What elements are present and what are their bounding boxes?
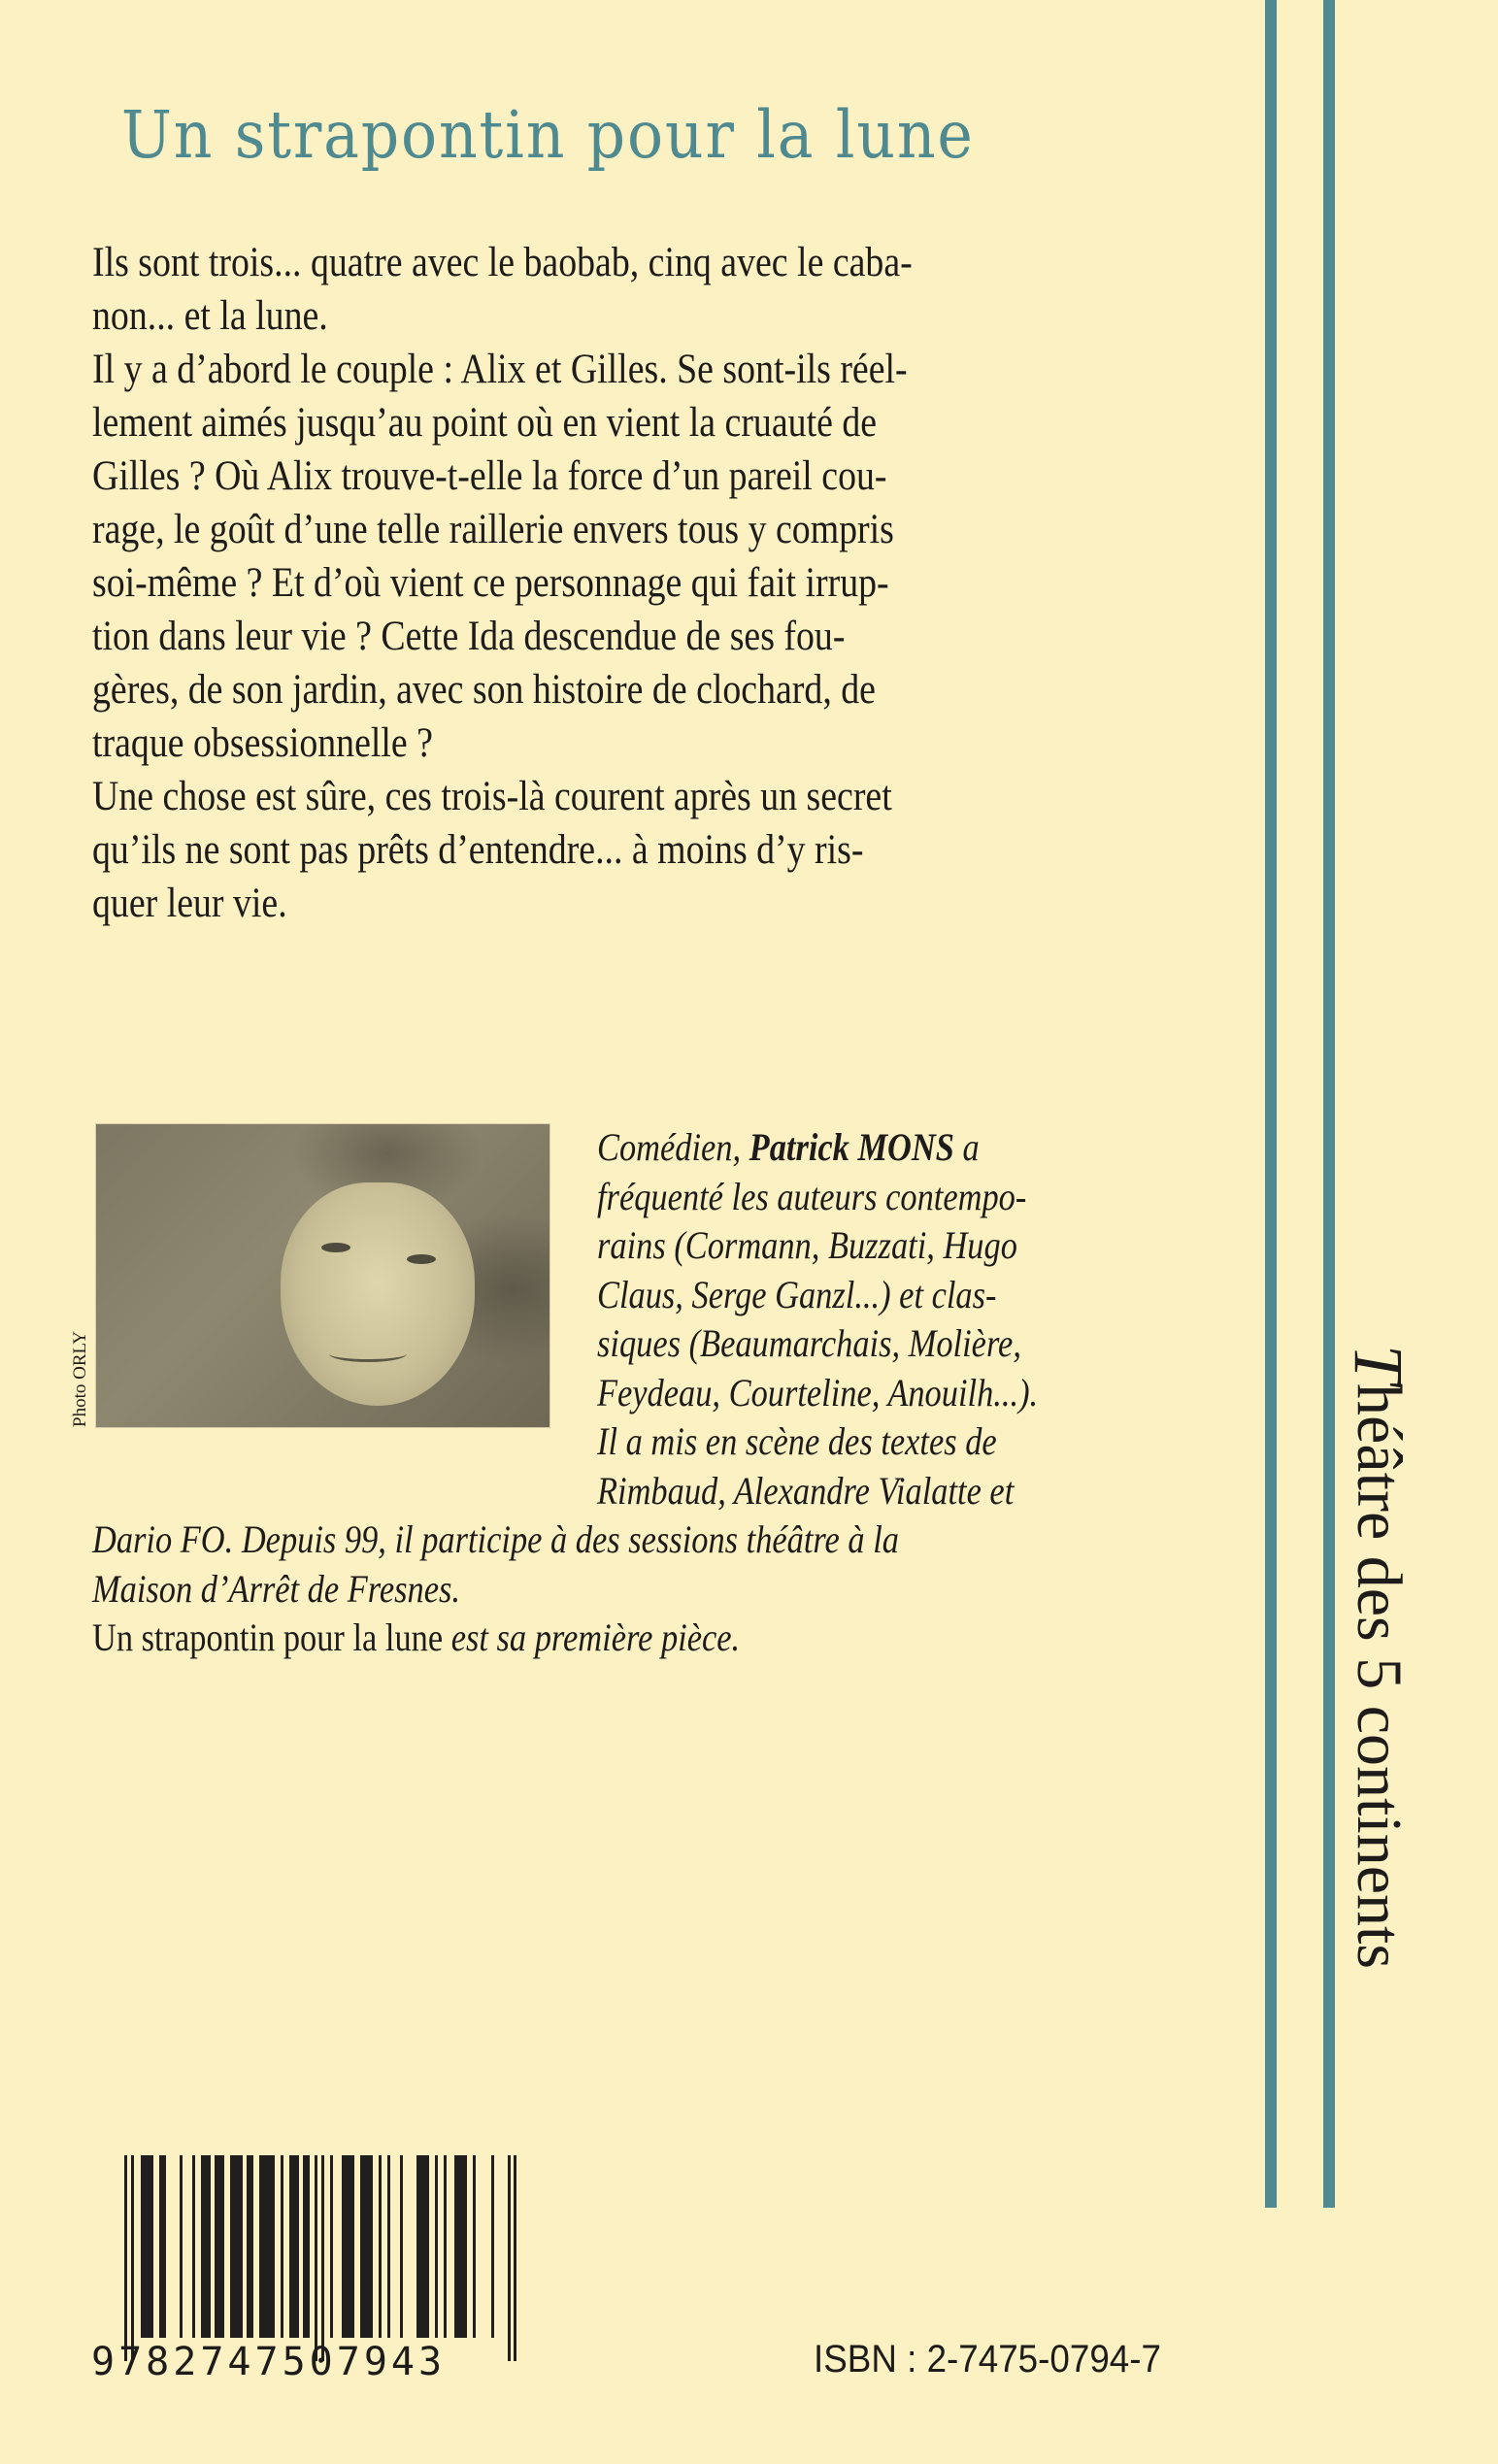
barcode-digits: 9782747507943 [91, 2340, 447, 2384]
barcode-bar [180, 2155, 183, 2338]
spine-rule-right [1323, 0, 1335, 2208]
blurb-line: Gilles ? Où Alix trouve-t-elle la force d’un pareil cou- [92, 453, 887, 499]
barcode-bar [400, 2155, 403, 2338]
bio-line: rains (Cormann, Buzzati, Hugo [597, 1223, 1017, 1267]
barcode-bar [259, 2155, 275, 2338]
blurb-line: Il y a d’abord le couple : Alix et Gilles. Se sont-ils réel- [92, 347, 908, 392]
blurb-line: rage, le goût d’une telle raillerie envers tous y compris [92, 507, 894, 552]
barcode [124, 2155, 513, 2361]
barcode-bar [473, 2155, 476, 2338]
barcode-bar [124, 2155, 127, 2361]
barcode-bar [192, 2155, 195, 2338]
blurb-line: traque obsessionnelle ? [92, 720, 433, 766]
barcode-bar [215, 2155, 224, 2338]
bio-line: fréquenté les auteurs contempo- [597, 1174, 1027, 1218]
blurb-line: lement aimés jusqu’au point où en vient la cruauté de [92, 400, 878, 446]
bio-line: Dario FO. Depuis 99, il participe à des sessions théâtre à la [92, 1517, 899, 1561]
barcode-bar [321, 2155, 324, 2361]
barcode-bar [508, 2155, 511, 2361]
barcode-bar [342, 2155, 354, 2338]
bio-line: Feydeau, Courteline, Anouilh...). [597, 1370, 1039, 1415]
bio-line: Rimbaud, Alexandre Vialatte et [597, 1468, 1015, 1513]
bio-line: Claus, Serge Ganzl...) et clas- [597, 1272, 997, 1316]
barcode-bar [360, 2155, 373, 2338]
barcode-bar [131, 2155, 134, 2361]
barcode-bar [435, 2155, 438, 2338]
photo-credit: Photo ORLY [70, 1331, 90, 1427]
blurb-line: Une chose est sûre, ces trois-là courent après un secret [92, 774, 892, 819]
blurb-line: tion dans leur vie ? Cette Ida descendue de ses fou- [92, 614, 846, 659]
bio-line: Un strapontin pour la lune est sa première pièce. [92, 1615, 741, 1659]
barcode-bar [141, 2155, 153, 2338]
author-bio [92, 1123, 1170, 1663]
play-title: Un strapontin pour la lune [92, 1615, 444, 1659]
blurb-line: Ils sont trois... quatre avec le baobab, cinq avec le caba- [92, 240, 913, 285]
barcode-bar [201, 2155, 211, 2338]
author-name: Patrick MONS [749, 1125, 954, 1169]
barcode-bar [416, 2155, 429, 2338]
barcode-bar [379, 2155, 382, 2338]
bio-line: siques (Beaumarchais, Molière, [597, 1321, 1021, 1365]
barcode-bar [454, 2155, 467, 2338]
barcode-bar [444, 2155, 447, 2338]
blurb-line: quer leur vie. [92, 881, 287, 926]
isbn: ISBN : 2-7475-0794-7 [814, 2338, 1161, 2381]
bio-line: Il a mis en scène des textes de [597, 1419, 997, 1463]
blurb-line: gères, de son jardin, avec son histoire de clochard, de [92, 667, 876, 713]
barcode-bar [247, 2155, 253, 2338]
spine-rule-left [1265, 0, 1277, 2208]
barcode-bar [289, 2155, 299, 2338]
blurb-line: qu’ils ne sont pas prêts d’entendre... à moins d’y ris- [92, 827, 864, 873]
collection-initial: T [1340, 1345, 1417, 1384]
blurb-line: non... et la lune. [92, 293, 328, 339]
barcode-bar [330, 2155, 333, 2338]
blurb-line: soi-même ? Et d’où vient ce personnage qui fait irrup- [92, 560, 889, 606]
barcode-bar [315, 2155, 317, 2361]
barcode-bar [230, 2155, 243, 2338]
barcode-bar [514, 2155, 516, 2361]
barcode-bar [281, 2155, 283, 2338]
bio-line: Comédien, Patrick MONS a [597, 1125, 980, 1169]
blurb [92, 236, 1160, 930]
bio-line: Maison d’Arrêt de Fresnes. [92, 1566, 460, 1611]
barcode-bar [387, 2155, 390, 2338]
barcode-bar [303, 2155, 310, 2338]
barcode-bar [491, 2155, 494, 2338]
collection-name: Théâtre des 5 continents [1340, 1345, 1417, 1970]
barcode-bar [159, 2155, 166, 2338]
book-title: Un strapontin pour la lune [121, 97, 975, 173]
